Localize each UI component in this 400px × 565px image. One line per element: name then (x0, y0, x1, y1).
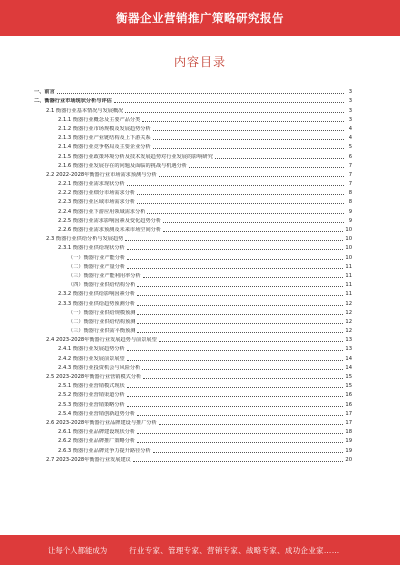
toc-entry[interactable] (34, 150, 352, 159)
toc-entry-title: 2.2.4 衡器行业下游应用领域需求分析 (58, 208, 146, 215)
toc-entry-title: 2.1.3 衡器行业产业链结构及上下游关系 (58, 135, 151, 142)
toc-entry-page-number: 19 (345, 438, 352, 445)
toc-entry[interactable] (34, 307, 352, 316)
toc-entry-page-number: 7 (348, 181, 352, 188)
toc-entry[interactable] (34, 270, 352, 279)
toc-dot-leader (189, 167, 344, 168)
toc-entry-page-number: 7 (348, 162, 352, 169)
toc-entry[interactable] (34, 178, 352, 187)
toc-entry-page-number: 17 (345, 410, 352, 417)
toc-entry[interactable] (34, 215, 352, 224)
toc-entry-page-number: 11 (345, 263, 352, 270)
toc-entry-page-number: 3 (348, 98, 352, 105)
toc-dot-leader (127, 185, 344, 186)
toc-entry-title: 2.5.1 衡器行业营销模式现状 (58, 383, 125, 390)
toc-entry-page-number: 12 (345, 328, 352, 335)
toc-entry-title: （三）衡器行业供需平衡预测 (68, 328, 136, 335)
toc-entry-title: 2.1.6 衡器行业发展存在的问题及面临的挑战与机遇分析 (58, 162, 187, 169)
toc-dot-leader (137, 433, 343, 434)
toc-entry-page-number: 4 (348, 125, 352, 132)
toc-entry-page-number: 11 (345, 291, 352, 298)
toc-dot-leader (153, 452, 344, 453)
toc-entry-title: 2.2.5 衡器行业需求影响因素及变化趋势分析 (58, 217, 162, 224)
toc-dot-leader (127, 406, 344, 407)
toc-dot-leader (163, 222, 344, 223)
toc-entry-page-number: 16 (345, 401, 352, 408)
toc-dot-leader (142, 369, 343, 370)
toc-dot-leader (127, 249, 344, 250)
toc-entry[interactable] (34, 334, 352, 343)
toc-dot-leader (137, 323, 343, 324)
report-title: 衡器企业营销推广策略研究报告 (116, 11, 284, 25)
toc-dot-leader (143, 378, 343, 379)
toc-entry-page-number: 10 (345, 245, 352, 252)
toc-entry-title: （二）衡器行业供给结构预测 (68, 318, 136, 325)
toc-entry-page-number: 12 (345, 318, 352, 325)
toc-dot-leader (163, 231, 343, 232)
toc-entry-title: 2.1.2 衡器行业市场规模及发展趋势分析 (58, 125, 151, 132)
toc-entry[interactable] (34, 205, 352, 214)
toc-entry-title: 2.2.3 衡器行业区域市场需求分析 (58, 199, 136, 206)
toc-dot-leader (137, 332, 343, 333)
toc-entry[interactable] (34, 389, 352, 398)
toc-entry[interactable] (34, 233, 352, 242)
toc-dot-leader (137, 286, 343, 287)
toc-entry-page-number: 10 (345, 227, 352, 233)
toc-dot-leader (142, 121, 344, 122)
toc-entry-title: 2.6.1 衡器行业品牌建设现状分析 (58, 429, 136, 436)
toc-dot-leader (147, 213, 344, 214)
toc-entry-title: （三）衡器行业产能利用率分析 (68, 272, 141, 279)
toc-entry[interactable] (34, 141, 352, 150)
toc-dot-leader (153, 148, 344, 149)
toc-entry-page-number: 14 (345, 355, 352, 362)
toc-dot-leader (114, 102, 344, 103)
toc-entry[interactable] (34, 86, 352, 95)
toc-entry-title: （四）衡器行业供给结构分析 (68, 282, 136, 289)
toc-entry-title: 2.5.3 衡器行业营销策略分析 (58, 401, 125, 408)
toc-entry-title: 2.5 2023-2028年衡器行业营销模式分析 (46, 374, 142, 380)
toc-entry-page-number: 11 (345, 272, 352, 279)
toc-entry-page-number: 15 (345, 374, 352, 380)
toc-entry[interactable] (34, 297, 352, 306)
toc-dot-leader (127, 268, 343, 269)
toc-entry-title: （一）衡器行业产能分析 (68, 254, 126, 261)
toc-dot-leader (127, 360, 344, 361)
toc-entry[interactable] (34, 279, 352, 288)
toc-entry-page-number: 9 (348, 217, 352, 224)
toc-entry-page-number: 12 (345, 309, 352, 316)
table-of-contents (34, 86, 352, 463)
toc-entry-page-number: 8 (348, 190, 352, 197)
toc-entry[interactable] (34, 417, 352, 426)
toc-entry[interactable] (34, 104, 352, 113)
toc-entry[interactable] (34, 408, 352, 417)
toc-entry-title: 2.6.2 衡器行业品牌推广策略分析 (58, 438, 136, 445)
toc-entry-title: 2.1.4 衡器行业竞争格局及主要企业分析 (58, 144, 151, 151)
toc-entry[interactable] (34, 362, 352, 371)
toc-dot-leader (57, 93, 344, 94)
toc-entry-page-number: 7 (348, 171, 352, 178)
toc-entry[interactable] (34, 95, 352, 104)
toc-entry[interactable] (34, 132, 352, 141)
toc-entry-title: 二、衡器行业市场现状分析与评估 (34, 98, 112, 105)
toc-dot-leader (215, 158, 344, 159)
toc-dot-leader (127, 387, 344, 388)
toc-entry-page-number: 12 (345, 300, 352, 307)
toc-entry[interactable] (34, 380, 352, 389)
toc-dot-leader (137, 295, 343, 296)
toc-entry-title: 2.3.1 衡器行业供给现状分析 (58, 245, 125, 252)
toc-entry-title: 2.3.2 衡器行业供给影响因素分析 (58, 291, 136, 298)
toc-entry-title: 2.2.1 衡器行业需求现状分析 (58, 181, 125, 188)
toc-entry-title: 一、前言 (34, 89, 55, 96)
toc-entry-title: 2.7 2023-2028年衡器行业发展建议 (46, 456, 131, 463)
footer-tagline: 行业专家、管理专家、营销专家、战略专家、成功企业家…… (129, 545, 340, 555)
toc-entry[interactable] (34, 454, 352, 463)
toc-dot-leader (137, 442, 343, 443)
toc-entry[interactable] (34, 261, 352, 270)
toc-entry[interactable] (34, 435, 352, 444)
toc-entry[interactable] (34, 371, 352, 380)
toc-entry[interactable] (34, 123, 352, 132)
toc-entry-page-number: 14 (345, 364, 352, 371)
toc-entry[interactable] (34, 169, 352, 178)
toc-dot-leader (159, 341, 344, 342)
report-header-bar (0, 0, 400, 36)
toc-entry-page-number: 4 (348, 135, 352, 142)
toc-entry-page-number: 19 (345, 447, 352, 454)
toc-entry[interactable] (34, 288, 352, 297)
toc-entry-title: 2.5.2 衡器行业营销渠道分析 (58, 392, 125, 399)
toc-entry-page-number: 17 (345, 419, 352, 426)
toc-dot-leader (137, 314, 343, 315)
footer-bar (0, 535, 400, 565)
toc-entry-title: 2.1.1 衡器行业概念及主要产品分类 (58, 116, 141, 123)
toc-dot-leader (137, 194, 344, 195)
toc-entry[interactable] (34, 114, 352, 123)
toc-entry-title: 2.6 2023-2028年衡器行业品牌建设与推广分析 (46, 419, 157, 426)
toc-entry-page-number: 10 (345, 236, 352, 243)
toc-dot-leader (137, 203, 344, 204)
toc-entry-page-number: 18 (345, 429, 352, 436)
toc-dot-leader (137, 415, 343, 416)
toc-entry-page-number: 13 (345, 346, 352, 353)
toc-dot-leader (133, 461, 344, 462)
toc-entry[interactable] (34, 160, 352, 169)
toc-entry[interactable] (34, 242, 352, 251)
toc-entry-page-number: 3 (348, 107, 352, 114)
toc-entry-title: 2.6.3 衡器行业品牌竞争力提升路径分析 (58, 447, 151, 454)
toc-entry-page-number: 13 (345, 337, 352, 344)
toc-entry[interactable] (34, 224, 352, 233)
toc-entry-title: 2.1.5 衡器行业政策环境分析及技术发展趋势对行业发展的影响研究 (58, 153, 213, 160)
toc-entry[interactable] (34, 398, 352, 407)
toc-entry[interactable] (34, 196, 352, 205)
toc-entry[interactable] (34, 325, 352, 334)
toc-entry-page-number: 8 (348, 199, 352, 206)
toc-entry-title: 2.2 2022-2028年衡器行业市场需求预测与分析 (46, 171, 157, 178)
toc-dot-leader (143, 277, 344, 278)
toc-dot-leader (125, 112, 344, 113)
toc-dot-leader (153, 139, 344, 140)
toc-entry-page-number: 9 (348, 208, 352, 215)
toc-dot-leader (127, 350, 344, 351)
toc-entry-page-number: 16 (345, 392, 352, 399)
toc-entry-page-number: 3 (348, 89, 352, 96)
toc-entry[interactable] (34, 426, 352, 435)
toc-dot-leader (127, 396, 344, 397)
footer-slogan: 让每个人都能成为 (48, 545, 108, 555)
toc-entry-title: 2.4.3 衡器行业投资机会与风险分析 (58, 364, 141, 371)
toc-entry-title: 2.3 衡器行业供给分析与发展趋势 (46, 236, 124, 243)
toc-entry-page-number: 6 (348, 153, 352, 160)
toc-entry-page-number: 11 (345, 282, 352, 289)
toc-entry-title: 2.2.6 衡器行业需求预测及未来市场空间分析 (58, 227, 162, 233)
toc-dot-leader (159, 176, 344, 177)
toc-entry-title: 2.1 衡器行业基本情况与发展概况 (46, 107, 124, 114)
toc-entry-title: （一）衡器行业供给规模预测 (68, 309, 136, 316)
toc-entry[interactable] (34, 343, 352, 352)
toc-entry-title: 2.4.2 衡器行业发展前景展望 (58, 355, 125, 362)
toc-entry-page-number: 20 (345, 456, 352, 463)
toc-dot-leader (137, 305, 343, 306)
toc-entry[interactable] (34, 187, 352, 196)
toc-entry-title: 2.2.2 衡器行业细分市场需求分析 (58, 190, 136, 197)
toc-entry-title: 2.4 2023-2028年衡器行业发展趋势与前景展望 (46, 337, 157, 344)
toc-entry-title: 2.5.4 衡器行业营销创新趋势分析 (58, 410, 136, 417)
toc-entry-page-number: 10 (345, 254, 352, 261)
toc-entry[interactable] (34, 316, 352, 325)
toc-entry-title: 2.3.3 衡器行业供给趋势预测分析 (58, 300, 136, 307)
toc-entry-title: 2.4.1 衡器行业发展趋势分析 (58, 346, 125, 353)
toc-heading: 内容目录 (173, 55, 226, 69)
toc-dot-leader (125, 240, 343, 241)
toc-entry[interactable] (34, 251, 352, 260)
toc-dot-leader (159, 424, 344, 425)
toc-entry[interactable] (34, 352, 352, 361)
toc-dot-leader (153, 130, 344, 131)
toc-entry-title: （二）衡器行业产量分析 (68, 263, 126, 270)
toc-entry[interactable] (34, 444, 352, 453)
toc-entry-page-number: 5 (348, 144, 352, 151)
toc-entry-page-number: 15 (345, 383, 352, 390)
toc-dot-leader (127, 259, 343, 260)
toc-entry-page-number: 3 (348, 116, 352, 123)
